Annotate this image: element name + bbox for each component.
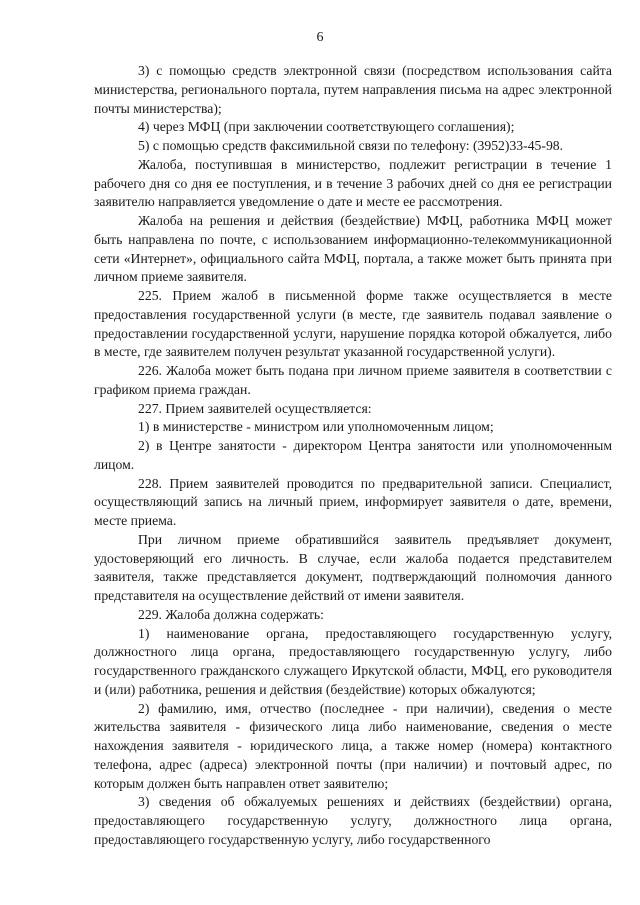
paragraph: Жалоба, поступившая в министерство, подлежит регистрации в течение 1 рабочего дня со дня ее поступления, и в течение 3 рабочих дней со дня ее регистрации заявителю направляется уведомление о дате и месте ее рассмотрения. [94,156,612,210]
page-number: 6 [316,30,324,45]
paragraph: 4) через МФЦ (при заключении соответствующего соглашения); [138,119,515,135]
paragraph: 229. Жалоба должна содержать: [138,606,324,622]
document-body [94,62,612,850]
paragraph: 3) сведения об обжалуемых решениях и действиях (бездействии) органа, предоставляющего государственную услугу, должностного лица органа, предоставляющего государственную услугу, либо государственного [94,794,612,847]
paragraph: 227. Прием заявителей осуществляется: [138,400,372,416]
paragraph: 225. Прием жалоб в письменной форме также осуществляется в месте предоставления государственной услуги (в месте, где заявитель подавал заявление о предоставлении государственной услуги, нарушение порядка которой обжалуется, либо в месте, где заявителем получен результат указанной государственной услуги). [94,288,612,360]
paragraph: 3) с помощью средств электронной связи (посредством использования сайта министерства, регионального портала, путем направления письма на адрес электронной почты министерства); [94,63,612,116]
paragraph: 2) в Центре занятости - директором Центра занятости или уполномоченным лицом. [94,438,612,472]
paragraph: 2) фамилию, имя, отчество (последнее - при наличии), сведения о месте жительства заявителя - физического лица либо наименование, сведения о месте нахождения заявителя - юридического лица, а также номер (номера) контактного телефона, адрес (адреса) электронной почты (при наличии) и почтовый адрес, по которым должен быть направлен ответ заявителю; [94,700,612,791]
paragraph: 1) наименование органа, предоставляющего государственную услугу, должностного лица органа, предоставляющего государственную услугу, либо государственного гражданского служащего Иркутской области, МФЦ, его руководителя и (или) работника, решения и действия (бездействие) которых обжалуются; [94,625,612,697]
paragraph: 226. Жалоба может быть подана при личном приеме заявителя в соответствии с графиком приема граждан. [94,363,612,397]
paragraph: При личном приеме обратившийся заявитель предъявляет документ, удостоверяющий его личность. В случае, если жалоба подается представителем заявителя, также представляется документ, подтверждающий полномочия данного представителя на осуществление действий от имени заявителя. [94,531,612,603]
paragraph: Жалоба на решения и действия (бездействие) МФЦ, работника МФЦ может быть направлена по почте, с использованием информационно-телекоммуникационной сети «Интернет», официального сайта МФЦ, портала, а также может быть принята при личном приеме заявителя. [94,213,612,285]
paragraph: 5) с помощью средств факсимильной связи по телефону: (3952)33-45-98. [138,138,564,153]
paragraph: 228. Прием заявителей проводится по предварительной записи. Специалист, осуществляющий запись на личный прием, информирует заявителя о дате, времени, месте приема. [94,475,612,528]
paragraph: 1) в министерстве - министром или уполномоченным лицом; [138,419,494,435]
